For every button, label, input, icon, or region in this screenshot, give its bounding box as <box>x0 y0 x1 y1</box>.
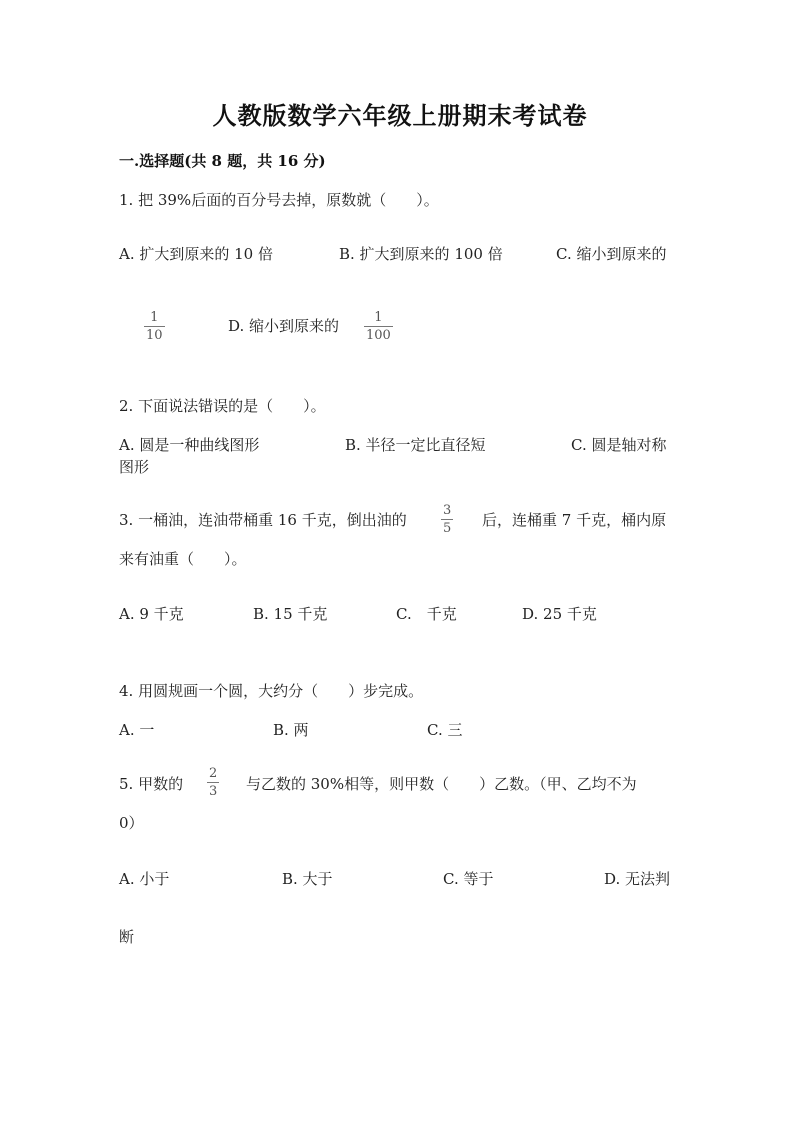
question-4-option-c: C. 三 <box>427 721 463 739</box>
question-1-option-d: D. 缩小到原来的 <box>228 317 340 335</box>
question-5-stem-part1: 5. 甲数的 <box>119 775 184 793</box>
question-2-option-b: B. 半径一定比直径短 <box>345 436 486 454</box>
fraction-denominator: 5 <box>443 521 452 536</box>
question-1-option-c-fraction <box>144 311 165 342</box>
fraction-numerator: 3 <box>443 503 452 518</box>
question-1-option-b: B. 扩大到原来的 100 倍 <box>339 245 503 263</box>
question-1-option-c: C. 缩小到原来的 <box>556 245 667 263</box>
question-5-stem-part2: 与乙数的 30%相等，则甲数（ ）乙数。（甲、乙均不为 <box>246 775 637 793</box>
fraction-numerator: 1 <box>374 310 383 325</box>
fraction-denominator: 100 <box>366 328 391 343</box>
fraction-denominator: 10 <box>146 328 163 343</box>
question-5-option-d: D. 无法判 <box>604 870 671 888</box>
question-1-option-a: A. 扩大到原来的 10 倍 <box>119 245 273 263</box>
question-1-option-d-fraction <box>364 311 393 342</box>
question-5-option-a: A. 小于 <box>119 870 170 888</box>
question-3-option-d: D. 25 千克 <box>522 605 597 623</box>
question-3-stem-part2: 后，连桶重 7 千克，桶内原 <box>482 511 667 529</box>
fraction-numerator: 1 <box>150 310 159 325</box>
question-3-stem-line2: 来有油重（ ）。 <box>119 550 247 568</box>
question-3-option-c: C. 千克 <box>396 605 457 623</box>
question-4-stem: 4. 用圆规画一个圆，大约分（ ）步完成。 <box>119 682 424 700</box>
question-4-option-a: A. 一 <box>119 721 155 739</box>
question-5-option-c: C. 等于 <box>443 870 494 888</box>
question-2-option-c-continued: 图形 <box>119 458 150 476</box>
fraction-denominator: 3 <box>209 784 218 799</box>
question-5-option-d-continued: 断 <box>119 928 135 946</box>
question-5-option-b: B. 大于 <box>282 870 333 888</box>
question-3-option-b: B. 15 千克 <box>253 605 328 623</box>
question-5-stem-line2: 0） <box>119 814 144 832</box>
question-4-option-b: B. 两 <box>273 721 309 739</box>
exam-title: 人教版数学六年级上册期末考试卷 <box>212 101 588 130</box>
question-2-option-c: C. 圆是轴对称 <box>571 436 667 454</box>
question-2-option-a: A. 圆是一种曲线图形 <box>119 436 260 454</box>
fraction-numerator: 2 <box>209 766 218 781</box>
section-heading: 一.选择题(共 8 题，共 16 分) <box>119 152 326 170</box>
question-5-fraction <box>207 767 219 798</box>
question-3-fraction <box>441 504 453 535</box>
question-2-stem: 2. 下面说法错误的是（ ）。 <box>119 397 326 415</box>
question-3-option-a: A. 9 千克 <box>119 605 184 623</box>
question-3-stem-part1: 3. 一桶油，连油带桶重 16 千克，倒出油的 <box>119 511 407 529</box>
question-1-stem: 1. 把 39%后面的百分号去掉，原数就（ ）。 <box>119 191 439 209</box>
